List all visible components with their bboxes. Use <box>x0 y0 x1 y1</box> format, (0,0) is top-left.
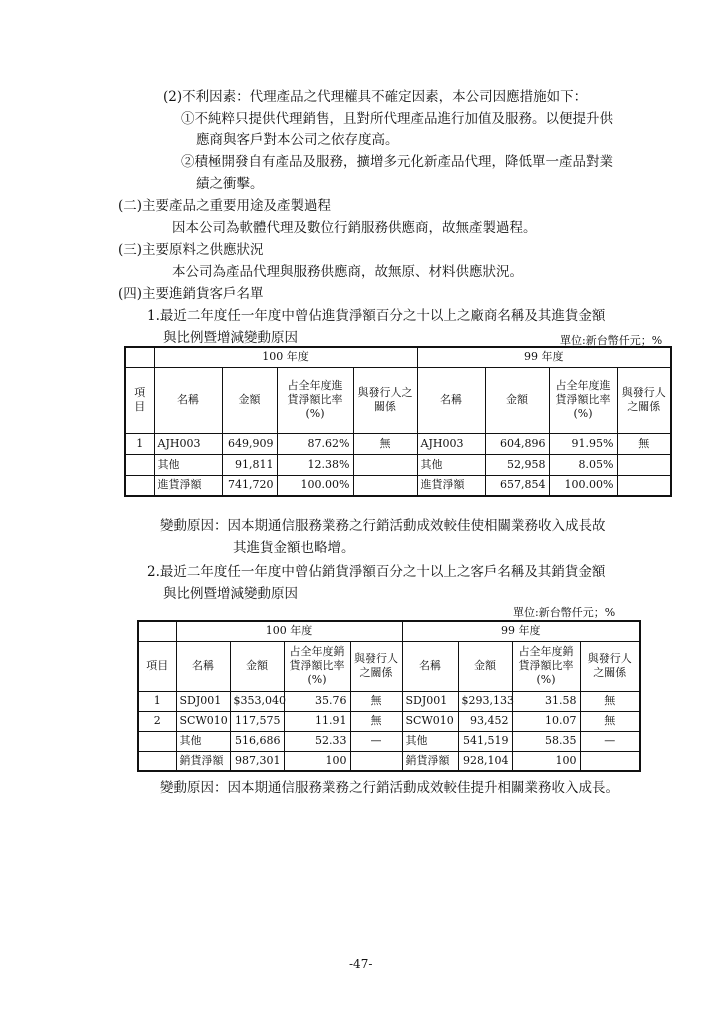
cell-name-b: 進貨淨額 <box>417 475 485 496</box>
cell-relation-b <box>617 454 671 475</box>
header-line: 與發行人 <box>587 652 632 665</box>
header-line: 貨淨額比率 <box>518 659 574 672</box>
cell-relation-b: — <box>580 731 640 751</box>
purchase-header-ratio-b <box>549 367 617 433</box>
purchase-header-amount-a: 金額 <box>222 367 277 433</box>
cell-relation-b: 無 <box>580 691 640 711</box>
cell-item <box>125 454 154 475</box>
cell-ratio-b: 58.35 <box>512 731 580 751</box>
purchase-year-a: 100 年度 <box>154 347 417 367</box>
sales-header-blank <box>138 621 176 641</box>
header-line: 之關係 <box>593 666 627 679</box>
cell-name-a: 其他 <box>176 731 230 751</box>
sales-header-amount-b: 金額 <box>458 641 512 691</box>
cell-name-a: 進貨淨額 <box>154 475 222 496</box>
sales-header-item: 項目 <box>138 641 176 691</box>
paragraph-materials: 本公司為產品代理與服務供應商，故無原、材料供應狀況。 <box>172 264 523 280</box>
cell-ratio-b: 100.00% <box>549 475 617 496</box>
cell-amount-a: 741,720 <box>222 475 277 496</box>
sales-header-amount-a: 金額 <box>230 641 284 691</box>
sales-header-relation-b <box>580 641 640 691</box>
cell-ratio-b: 10.07 <box>512 711 580 731</box>
cell-ratio-a: 11.91 <box>284 711 350 731</box>
purchase-year-b: 99 年度 <box>417 347 671 367</box>
table-row <box>125 454 671 475</box>
cell-ratio-a: 100.00% <box>277 475 353 496</box>
cell-name-b: 其他 <box>402 731 458 751</box>
header-line: 貨淨額比率 <box>287 393 343 406</box>
header-line: (%) <box>573 407 593 420</box>
header-line: (%) <box>307 673 327 686</box>
cell-item: 2 <box>138 711 176 731</box>
purchase-header-name-b: 名稱 <box>417 367 485 433</box>
header-line: (%) <box>536 673 556 686</box>
header-line: 占全年度銷 <box>289 645 345 658</box>
cell-amount-a: 117,575 <box>230 711 284 731</box>
cell-name-b: SDJ001 <box>402 691 458 711</box>
purchase-unit-label: 單位:新台幣仟元；% <box>560 334 663 347</box>
sales-heading: 2.最近二年度任一年度中曾佔銷貨淨額百分之十以上之客戶名稱及其銷貨金額 <box>147 564 606 580</box>
cell-item: 1 <box>125 433 154 454</box>
cell-name-b: 銷貨淨額 <box>402 751 458 771</box>
header-line: 之關係 <box>627 400 661 413</box>
header-line: 之關係 <box>359 666 393 679</box>
cell-name-b: 其他 <box>417 454 485 475</box>
cell-item <box>138 751 176 771</box>
section-heading-customers: (四)主要進銷貨客戶名單 <box>118 286 264 302</box>
sales-year-b: 99 年度 <box>402 621 640 641</box>
header-line: 與發行人 <box>354 652 398 665</box>
sales-year-a: 100 年度 <box>176 621 402 641</box>
purchase-heading: 1.最近二年度任一年度中曾佔進貨淨額百分之十以上之廠商名稱及其進貨金額 <box>147 308 606 324</box>
purchase-header-ratio-a <box>277 367 353 433</box>
table-row <box>138 691 640 711</box>
cell-amount-a: 649,909 <box>222 433 277 454</box>
header-line: 占全年度進 <box>287 379 343 392</box>
cell-relation-a: 無 <box>350 691 402 711</box>
section-heading-products: (二)主要產品之重要用途及產製過程 <box>118 198 332 214</box>
cell-ratio-a: 52.33 <box>284 731 350 751</box>
cell-amount-b: 93,452 <box>458 711 512 731</box>
section-heading-materials: (三)主要原料之供應狀況 <box>118 242 264 258</box>
cell-item <box>125 475 154 496</box>
cell-relation-a <box>353 454 417 475</box>
header-line: 與發行人之 <box>357 386 413 399</box>
cell-name-b: SCW010 <box>402 711 458 731</box>
cell-amount-a: $353,040 <box>230 691 284 711</box>
cell-ratio-b: 31.58 <box>512 691 580 711</box>
header-line: 貨淨額比率 <box>555 393 611 406</box>
cell-amount-b: 657,854 <box>485 475 549 496</box>
header-line: 與發行人 <box>621 386 666 399</box>
cell-name-a: SDJ001 <box>176 691 230 711</box>
cell-amount-b: 52,958 <box>485 454 549 475</box>
purchase-reason: 變動原因：因本期通信服務業務之行銷活動成效較佳使相關業務收入成長故 <box>160 518 606 534</box>
cell-ratio-a: 87.62% <box>277 433 353 454</box>
table-row <box>125 475 671 496</box>
cell-name-a: SCW010 <box>176 711 230 731</box>
cell-relation-a: 無 <box>350 711 402 731</box>
purchase-header-amount-b: 金額 <box>485 367 549 433</box>
sales-header-name-a: 名稱 <box>176 641 230 691</box>
sales-unit-label: 單位:新台幣仟元；% <box>513 606 616 619</box>
cell-item: 1 <box>138 691 176 711</box>
cell-amount-b: 928,104 <box>458 751 512 771</box>
purchase-header-relation-a <box>353 367 417 433</box>
cell-name-a: 其他 <box>154 454 222 475</box>
cell-relation-b: 無 <box>580 711 640 731</box>
cell-ratio-b: 100 <box>512 751 580 771</box>
purchase-table <box>124 346 672 497</box>
sales-table <box>137 620 641 772</box>
paragraph-measure-1: ①不純粹只提供代理銷售，且對所代理產品進行加值及服務。以便提升供 <box>181 111 613 127</box>
paragraph-measure-1-cont: 應商與客戶對本公司之依存度高。 <box>196 132 399 148</box>
cell-ratio-a: 35.76 <box>284 691 350 711</box>
cell-relation-b <box>617 475 671 496</box>
cell-amount-b: 604,896 <box>485 433 549 454</box>
cell-name-a: 銷貨淨額 <box>176 751 230 771</box>
paragraph-unfavorable-factors: (2)不利因素：代理產品之代理權具不確定因素，本公司因應措施如下： <box>163 89 588 105</box>
header-line: 貨淨額比率 <box>289 659 345 672</box>
cell-item <box>138 731 176 751</box>
table-row <box>138 751 640 771</box>
sales-header-relation-a <box>350 641 402 691</box>
cell-amount-b: 541,519 <box>458 731 512 751</box>
sales-header-ratio-a <box>284 641 350 691</box>
paragraph-measure-2: ②積極開發自有產品及服務，擴增多元化新產品代理，降低單一產品對業 <box>181 154 613 170</box>
purchase-reason-cont: 其進貨金額也略增。 <box>233 540 355 556</box>
sales-header-name-b: 名稱 <box>402 641 458 691</box>
cell-ratio-a: 100 <box>284 751 350 771</box>
sales-heading-cont: 與比例暨增減變動原因 <box>163 586 298 602</box>
paragraph-products: 因本公司為軟體代理及數位行銷服務供應商，故無產製過程。 <box>172 220 537 236</box>
table-row <box>125 433 671 454</box>
header-line: (%) <box>305 407 325 420</box>
header-line: 占全年度銷 <box>518 645 574 658</box>
cell-relation-a: — <box>350 731 402 751</box>
cell-ratio-b: 8.05% <box>549 454 617 475</box>
table-row <box>138 731 640 751</box>
sales-header-ratio-b <box>512 641 580 691</box>
cell-relation-b <box>580 751 640 771</box>
cell-relation-a <box>353 475 417 496</box>
paragraph-measure-2-cont: 績之衝擊。 <box>196 176 264 192</box>
cell-relation-a <box>350 751 402 771</box>
purchase-header-item: 項目 <box>125 367 154 433</box>
cell-ratio-a: 12.38% <box>277 454 353 475</box>
cell-amount-a: 987,301 <box>230 751 284 771</box>
cell-amount-a: 91,811 <box>222 454 277 475</box>
cell-relation-b: 無 <box>617 433 671 454</box>
header-line: 占全年度進 <box>555 379 611 392</box>
cell-name-a: AJH003 <box>154 433 222 454</box>
table-row <box>138 711 640 731</box>
sales-reason: 變動原因：因本期通信服務業務之行銷活動成效較佳提升相關業務收入成長。 <box>160 780 619 796</box>
cell-name-b: AJH003 <box>417 433 485 454</box>
purchase-header-relation-b <box>617 367 671 433</box>
cell-relation-a: 無 <box>353 433 417 454</box>
purchase-header-blank <box>125 347 154 367</box>
cell-amount-a: 516,686 <box>230 731 284 751</box>
cell-amount-b: $293,133 <box>458 691 512 711</box>
purchase-header-name-a: 名稱 <box>154 367 222 433</box>
cell-ratio-b: 91.95% <box>549 433 617 454</box>
page-number: -47- <box>349 957 373 971</box>
purchase-heading-cont: 與比例暨增減變動原因 <box>163 330 298 346</box>
header-line: 關係 <box>374 400 396 413</box>
